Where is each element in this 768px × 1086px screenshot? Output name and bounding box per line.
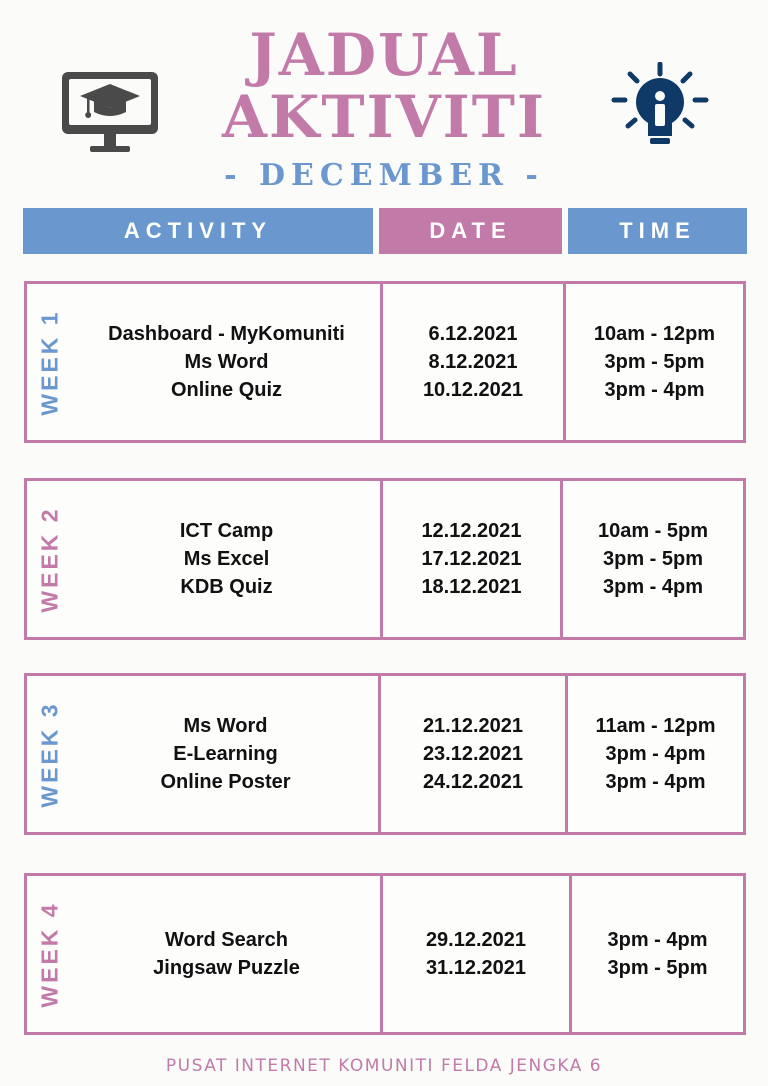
activity-item: Word Search xyxy=(165,929,288,951)
week-3-label: WEEK 3 xyxy=(36,700,63,808)
activity-item: Jingsaw Puzzle xyxy=(153,957,300,979)
activity-item: Dashboard - MyKomuniti xyxy=(108,323,345,345)
date-item: 23.12.2021 xyxy=(422,743,524,765)
date-item: 31.12.2021 xyxy=(425,957,527,979)
time-item: 3pm - 4pm xyxy=(604,379,705,401)
week-2-label: WEEK 2 xyxy=(36,505,63,613)
week-2-times xyxy=(563,481,743,637)
title-line-2: AKTIVITI xyxy=(221,83,547,151)
week-4-times xyxy=(572,876,743,1032)
date-item: 29.12.2021 xyxy=(425,929,527,951)
date-item: 10.12.2021 xyxy=(422,379,524,401)
date-item: 21.12.2021 xyxy=(422,715,524,737)
time-item: 3pm - 4pm xyxy=(605,771,706,793)
week-3-dates xyxy=(381,676,565,832)
week-3-block xyxy=(24,673,746,835)
activity-item: Ms Word xyxy=(183,715,268,737)
time-item: 3pm - 4pm xyxy=(602,576,704,598)
week-4-block xyxy=(24,873,746,1035)
week-2-block xyxy=(24,478,746,640)
week-4-dates xyxy=(383,876,569,1032)
activity-item: KDB Quiz xyxy=(180,576,273,598)
week-1-block xyxy=(24,281,746,443)
date-item: 8.12.2021 xyxy=(428,351,518,373)
activity-item: Ms Excel xyxy=(183,548,270,570)
time-item: 3pm - 5pm xyxy=(607,957,708,979)
week-1-activities xyxy=(73,284,380,440)
activity-item: Ms Word xyxy=(184,351,269,373)
header-time: TIME xyxy=(568,208,747,254)
week-4-activities xyxy=(73,876,380,1032)
date-item: 12.12.2021 xyxy=(421,520,522,542)
week-2-dates xyxy=(383,481,560,637)
week-1-times xyxy=(566,284,743,440)
date-item: 17.12.2021 xyxy=(421,548,522,570)
date-item: 18.12.2021 xyxy=(421,576,522,598)
time-item: 11am - 12pm xyxy=(595,715,716,737)
activity-item: Online Poster xyxy=(160,771,291,793)
time-item: 3pm - 5pm xyxy=(602,548,704,570)
title-line-1: JADUAL xyxy=(249,21,519,89)
week-4-label: WEEK 4 xyxy=(36,900,63,1008)
week-1-dates xyxy=(383,284,563,440)
date-item: 6.12.2021 xyxy=(428,323,518,345)
activity-item: ICT Camp xyxy=(179,520,274,542)
time-item: 10am - 5pm xyxy=(597,520,709,542)
week-3-times xyxy=(568,676,743,832)
activity-item: E-Learning xyxy=(173,743,278,765)
header-activity: ACTIVITY xyxy=(23,208,373,254)
date-item: 24.12.2021 xyxy=(422,771,524,793)
activity-item: Online Quiz xyxy=(170,379,283,401)
time-item: 3pm - 4pm xyxy=(605,743,706,765)
footer-organization: PUSAT INTERNET KOMUNITI FELDA JENGKA 6 xyxy=(165,1056,603,1076)
month-subtitle: - DECEMBER - xyxy=(224,158,544,193)
time-item: 10am - 12pm xyxy=(593,323,716,345)
header-date: DATE xyxy=(379,208,562,254)
week-1-label: WEEK 1 xyxy=(36,308,63,416)
week-2-activities xyxy=(73,481,380,637)
time-item: 3pm - 4pm xyxy=(607,929,708,951)
week-3-activities xyxy=(73,676,378,832)
time-item: 3pm - 5pm xyxy=(604,351,705,373)
